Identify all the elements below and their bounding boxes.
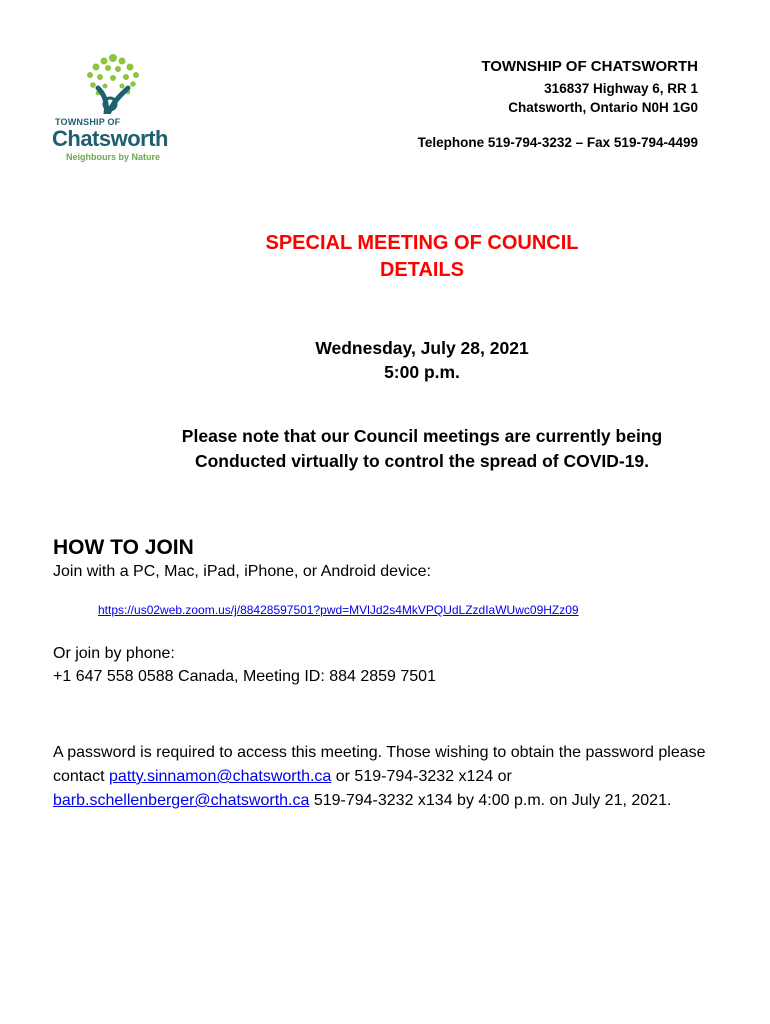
how-to-join-heading: HOW TO JOIN xyxy=(53,536,194,559)
phone-join-label: Or join by phone: xyxy=(53,645,175,662)
meeting-date: Wednesday, July 28, 2021 xyxy=(315,338,529,358)
org-name: TOWNSHIP OF CHATSWORTH xyxy=(481,58,698,75)
title-line1: SPECIAL MEETING OF COUNCIL xyxy=(265,232,579,254)
meeting-time: 5:00 p.m. xyxy=(384,362,460,382)
notice-line2: Conducted virtually to control the spread of COVID-19. xyxy=(194,451,650,471)
meeting-datetime xyxy=(0,336,770,384)
organization-header xyxy=(418,58,698,150)
tree-logo-icon xyxy=(78,52,148,114)
logo-tagline: Neighbours by Nature xyxy=(66,152,161,162)
org-telephone: Telephone 519-794-3232 – Fax 519-794-4499 xyxy=(417,135,698,150)
password-text-part2: or 519-794-3232 x124 or xyxy=(331,768,512,785)
virtual-meeting-notice xyxy=(0,424,770,474)
zoom-meeting-link[interactable]: https://us02web.zoom.us/j/88428597501?pwd=MVlJd2s4MkVPQUdLZzdIaWUwc09HZz09 xyxy=(98,603,579,617)
email-link-patty[interactable]: patty.sinnamon@chatsworth.ca xyxy=(109,768,332,785)
password-text-part1: A password is required to access this meeting. Those wishing to obtain the password please contact xyxy=(53,744,706,785)
org-address-line2: Chatsworth, Ontario N0H 1G0 xyxy=(508,100,698,115)
password-instructions xyxy=(53,741,713,813)
document-title xyxy=(0,230,770,284)
device-join-text: Join with a PC, Mac, iPad, iPhone, or Android device: xyxy=(53,563,431,580)
title-line2: DETAILS xyxy=(379,259,465,281)
email-link-barb[interactable]: barb.schellenberger@chatsworth.ca xyxy=(53,792,310,809)
org-address-line1: 316837 Highway 6, RR 1 xyxy=(544,81,698,96)
township-logo xyxy=(50,52,175,167)
notice-line1: Please note that our Council meetings are currently being xyxy=(181,426,663,446)
logo-township-of-text: TOWNSHIP OF xyxy=(55,117,121,127)
logo-chatsworth-text: Chatsworth xyxy=(52,126,168,151)
password-text-part3: 519-794-3232 x134 by 4:00 p.m. on July 21, 2021. xyxy=(309,792,672,809)
phone-join-details: +1 647 558 0588 Canada, Meeting ID: 884 2859 7501 xyxy=(53,668,436,685)
